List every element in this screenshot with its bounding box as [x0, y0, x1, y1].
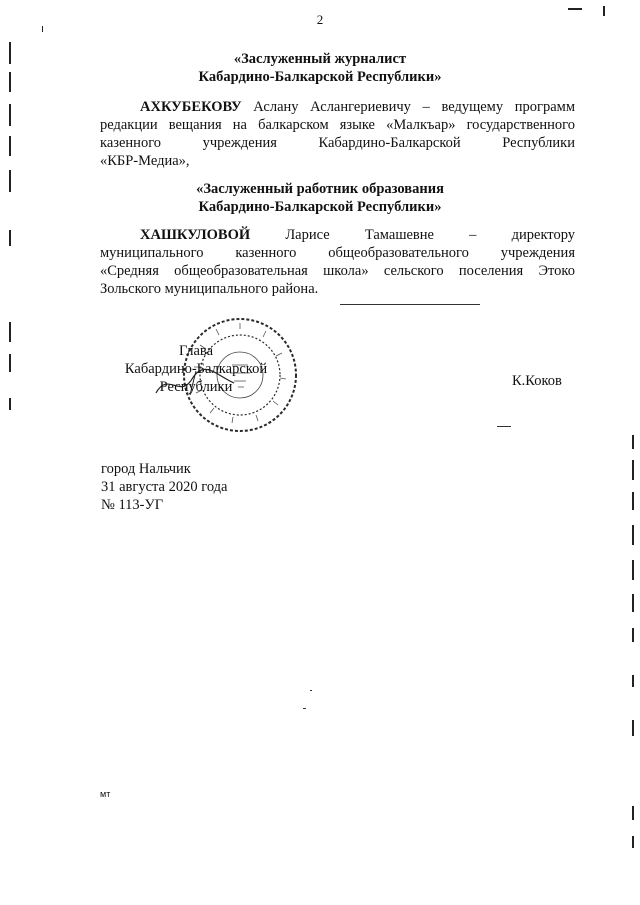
award-title-journalist: «Заслуженный журналист Кабардино-Балкарской Республики» — [198, 51, 442, 85]
decree-number: № 113-УГ — [101, 497, 164, 513]
issue-city: город Нальчик — [101, 461, 191, 477]
scribble-mark — [497, 426, 511, 427]
handwritten-signature — [150, 365, 240, 405]
award-paragraph-2: ХАШКУЛОВОЙ Ларисе Тамашевне – директору муниципального казенного общеобразовательного учреждения «Средняя общеобразовательная школа» сельского поселения Этоко Зольского муниципального района. — [100, 227, 575, 297]
page-number: 2 — [316, 12, 324, 27]
recipient-surname: ХАШКУЛОВОЙ — [140, 227, 251, 243]
document-meta — [101, 460, 227, 514]
footer-mark: мт — [100, 789, 111, 799]
separator-line — [340, 304, 480, 305]
speck — [310, 690, 312, 691]
issue-date: 31 августа 2020 года — [101, 479, 228, 495]
award-title-education: «Заслуженный работник образования Кабардино-Балкарской Республики» — [196, 181, 444, 215]
award-paragraph-1: АХКУБЕКОВУ Аслану Аслангериевичу – ведущему программ редакции вещания на балкарском языке «Малкъар» государственного казенного учреждения Кабардино-Балкарской Республики «КБР-Медиа», — [100, 99, 575, 169]
signatory-role: Глава Кабардино-Балкарской Республики — [124, 343, 268, 395]
speck — [303, 708, 306, 709]
signatory-name: К.Коков — [512, 373, 562, 389]
recipient-surname: АХКУБЕКОВУ — [140, 99, 242, 115]
